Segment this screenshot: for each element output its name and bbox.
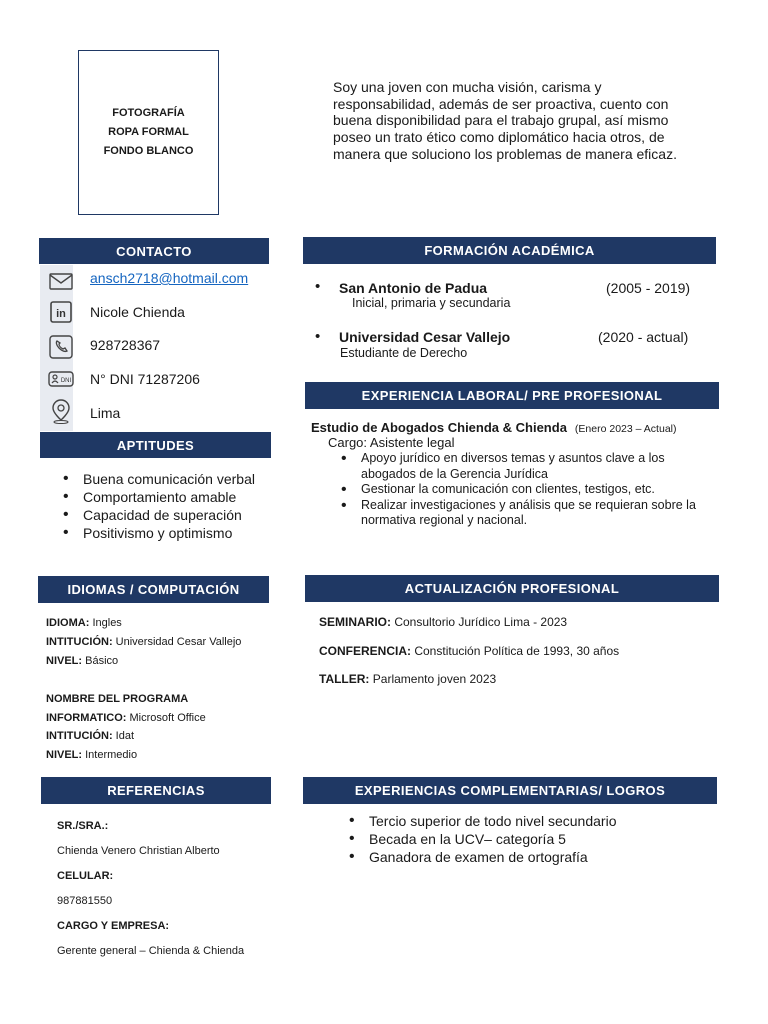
institution-row bbox=[46, 633, 241, 652]
program-level-value: Intermedio bbox=[85, 749, 138, 761]
languages-header: IDIOMAS / COMPUTACIÓN bbox=[38, 576, 269, 603]
updates-header: ACTUALIZACIÓN PROFESIONAL bbox=[305, 575, 719, 602]
reference-phone: 987881550 bbox=[57, 895, 113, 907]
references-header: REFERENCIAS bbox=[41, 777, 271, 804]
list-item: • Comportamiento amable bbox=[57, 488, 287, 506]
job-period: (Enero 2023 – Actual) bbox=[574, 423, 677, 435]
svg-text:DNI: DNI bbox=[60, 378, 72, 384]
education-school: Universidad Cesar Vallejo bbox=[339, 329, 511, 345]
education-detail: Estudiante de Derecho bbox=[340, 346, 468, 360]
phone-icon bbox=[46, 334, 76, 360]
list-item: • Gestionar la comunicación con clientes, testigos, etc. bbox=[335, 482, 715, 498]
education-school: San Antonio de Padua bbox=[339, 280, 488, 296]
update-row bbox=[319, 644, 619, 658]
language-label: IDIOMA: bbox=[46, 617, 90, 629]
education-detail: Inicial, primaria y secundaria bbox=[352, 296, 511, 310]
contact-header: CONTACTO bbox=[39, 238, 269, 264]
program-level-label: NIVEL: bbox=[46, 749, 83, 761]
institution-value: Universidad Cesar Vallejo bbox=[115, 636, 242, 648]
reference-name: Chienda Venero Christian Alberto bbox=[57, 845, 220, 857]
update-value: Consultorio Jurídico Lima - 2023 bbox=[394, 615, 568, 629]
language-value: Ingles bbox=[92, 617, 122, 629]
update-value: Constitución Política de 1993, 30 años bbox=[414, 644, 620, 658]
location-pin-icon bbox=[46, 398, 76, 424]
program-level-row bbox=[46, 746, 137, 765]
job-tasks-list bbox=[335, 451, 715, 529]
linkedin-icon bbox=[46, 300, 76, 326]
job-company bbox=[311, 420, 677, 435]
language-row bbox=[46, 614, 122, 633]
program-heading: NOMBRE DEL PROGRAMA bbox=[46, 693, 189, 705]
aptitudes-list bbox=[57, 470, 287, 542]
reference-position: Gerente general – Chienda & Chienda bbox=[57, 945, 245, 957]
phone-number: 928728367 bbox=[90, 337, 161, 353]
linkedin-name: Nicole Chienda bbox=[90, 304, 185, 320]
program-institution-value: Idat bbox=[115, 730, 135, 742]
photo-line-3: FONDO BLANCO bbox=[103, 145, 194, 157]
aptitudes-header: APTITUDES bbox=[40, 432, 271, 458]
experience-header: EXPERIENCIA LABORAL/ PRE PROFESIONAL bbox=[305, 382, 719, 409]
achievements-list bbox=[343, 812, 703, 866]
list-item: • Capacidad de superación bbox=[57, 506, 287, 524]
dni-number: N° DNI 71287206 bbox=[90, 371, 200, 387]
email-link[interactable]: ansch2718@hotmail.com bbox=[90, 270, 249, 286]
level-label: NIVEL: bbox=[46, 655, 83, 667]
photo-line-2: ROPA FORMAL bbox=[108, 126, 189, 138]
program-label: INFORMATICO: bbox=[46, 712, 127, 724]
envelope-icon bbox=[46, 268, 76, 294]
update-label: TALLER: bbox=[319, 672, 370, 686]
list-item: • Tercio superior de todo nivel secundario bbox=[343, 812, 703, 830]
reference-name-label: SR./SRA.: bbox=[57, 820, 109, 832]
update-label: CONFERENCIA: bbox=[319, 644, 411, 658]
program-institution-label: INTITUCIÓN: bbox=[46, 730, 113, 742]
education-years: (2005 - 2019) bbox=[606, 280, 691, 296]
list-item: • Apoyo jurídico en diversos temas y asuntos clave a los abogados de la Gerencia Jurídica bbox=[335, 451, 715, 482]
education-years: (2020 - actual) bbox=[598, 329, 689, 345]
photo-line-1: FOTOGRAFÍA bbox=[112, 107, 185, 119]
svg-text:in: in bbox=[56, 308, 66, 320]
update-row bbox=[319, 615, 567, 629]
photo-placeholder bbox=[78, 50, 219, 215]
reference-position-label: CARGO Y EMPRESA: bbox=[57, 920, 170, 932]
level-row bbox=[46, 652, 118, 671]
update-value: Parlamento joven 2023 bbox=[372, 672, 497, 686]
id-card-icon bbox=[46, 366, 76, 392]
level-value: Básico bbox=[85, 655, 119, 667]
profile-summary: Soy una joven con mucha visión, carisma y responsabilidad, además de ser proactiva, cuento con buena disponibilidad para el trabajo grupal, así mismo poseo un trato ético como diplomático hacia otros, de manera que soluciono los problemas de manera eficaz. bbox=[333, 79, 677, 162]
education-header: FORMACIÓN ACADÉMICA bbox=[303, 237, 716, 264]
program-value: Microsoft Office bbox=[129, 712, 206, 724]
update-row bbox=[319, 672, 496, 686]
program-institution-row bbox=[46, 727, 134, 746]
list-item: • Becada en la UCV– categoría 5 bbox=[343, 830, 703, 848]
list-item: • Realizar investigaciones y análisis que se requieran sobre la normativa regional y nacional. bbox=[335, 498, 715, 529]
list-item: • Positivismo y optimismo bbox=[57, 524, 287, 542]
list-item: • Buena comunicación verbal bbox=[57, 470, 287, 488]
bullet: • bbox=[315, 328, 321, 345]
reference-phone-label: CELULAR: bbox=[57, 870, 114, 882]
list-item: • Ganadora de examen de ortografía bbox=[343, 848, 703, 866]
update-label: SEMINARIO: bbox=[319, 615, 391, 629]
job-role: Cargo: Asistente legal bbox=[328, 435, 455, 450]
institution-label: INTITUCIÓN: bbox=[46, 636, 113, 648]
company-name: Estudio de Abogados Chienda & Chienda bbox=[311, 420, 567, 435]
location: Lima bbox=[90, 405, 121, 421]
program-row bbox=[46, 709, 206, 728]
achievements-header: EXPERIENCIAS COMPLEMENTARIAS/ LOGROS bbox=[303, 777, 717, 804]
bullet: • bbox=[315, 278, 321, 295]
